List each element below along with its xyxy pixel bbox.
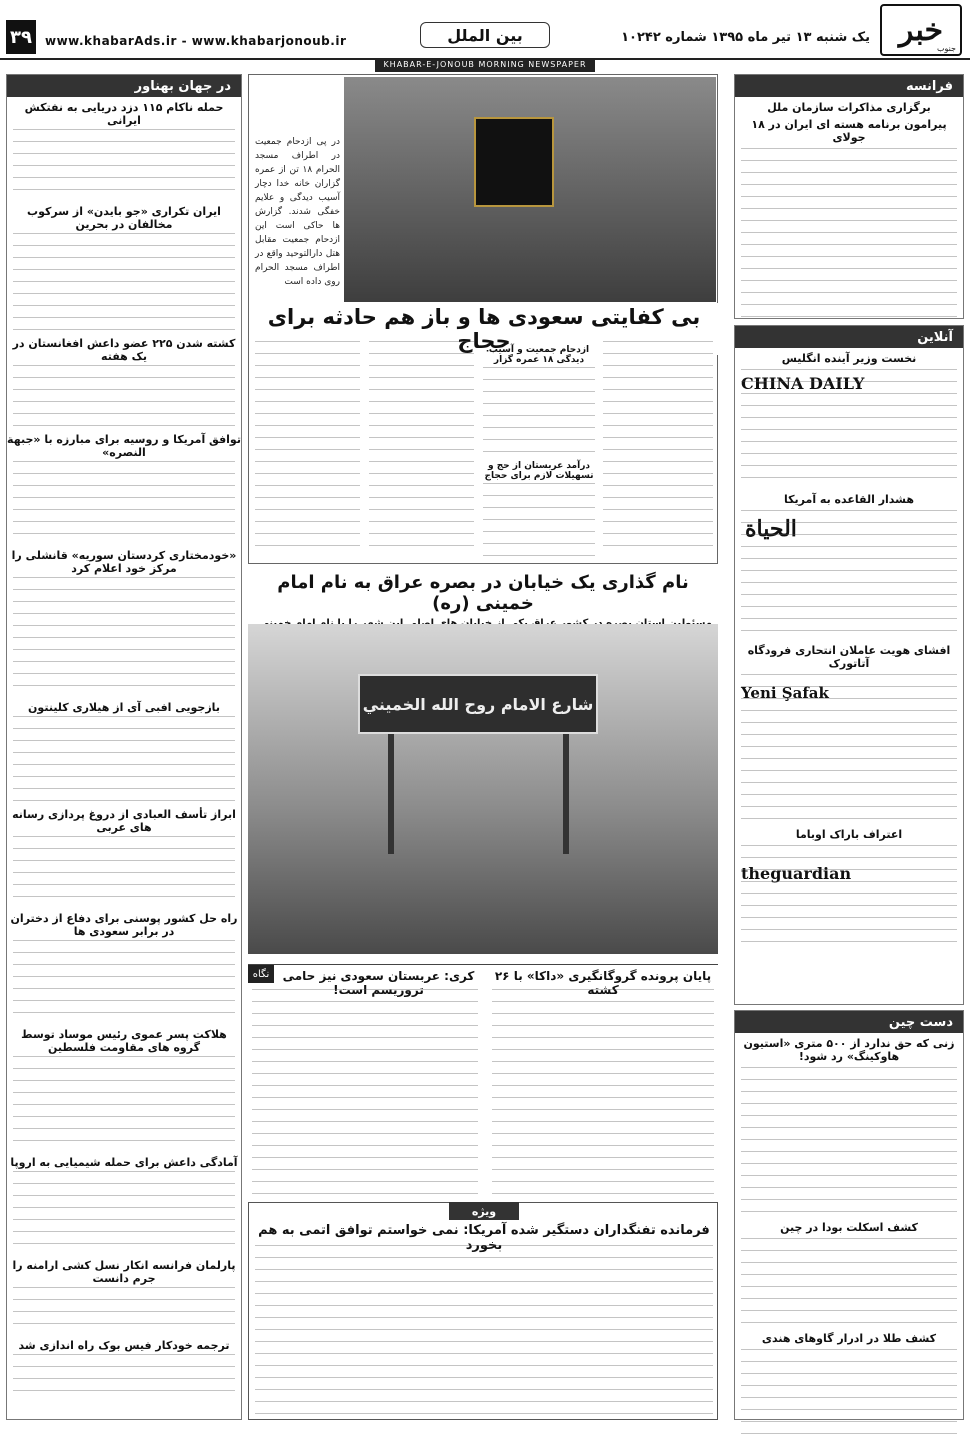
france-title-1: برگزاری مذاکرات سازمان ملل xyxy=(767,101,931,114)
france-header: فرانسه xyxy=(735,75,963,97)
world-h4: توافق آمریکا و روسیه برای مبارزه با «جبهة النصره» xyxy=(7,433,241,459)
bottom-stories xyxy=(248,964,718,1198)
page-number: ۳۹ xyxy=(6,20,36,54)
hajj-col-3 xyxy=(369,341,474,556)
east-body-2 xyxy=(741,1238,957,1328)
hayat-title: هشدار القاعده به آمریکا xyxy=(784,493,914,506)
special-tag: ویژه xyxy=(449,1202,519,1220)
world-h1: حمله ناکام ۱۱۵ دزد دریایی به نفتکش ایرانی xyxy=(24,101,224,127)
east-title-3: کشف طلا در ادرار گاوهای هندی xyxy=(761,1332,937,1345)
al-hayat-logo: الحياة xyxy=(745,516,797,542)
france-box xyxy=(734,74,964,319)
iraq-story xyxy=(248,568,718,960)
special-box xyxy=(248,1202,718,1420)
yeni-title: افشای هویت عاملان انتحاری فرودگاه آتاتورک xyxy=(747,644,951,670)
yeni-safak-logo: Yeni Şafak xyxy=(741,684,829,702)
china-title: نخست وزیر آینده انگلیس xyxy=(781,352,917,365)
world-b4 xyxy=(13,461,235,545)
iraq-headline: نام گذاری یک خیابان در بصره عراق به نام امام خمینی (ره) xyxy=(277,572,689,614)
nega-tag: نگاه xyxy=(248,965,274,983)
china-daily-logo: CHINA DAILY xyxy=(741,374,865,393)
hayat-body xyxy=(741,510,957,640)
world-b3 xyxy=(13,365,235,429)
world-b2 xyxy=(13,233,235,333)
france-body xyxy=(741,148,957,318)
world-column xyxy=(6,74,242,1420)
world-h11: پارلمان فرانسه انکار نسل کشی ارامنه را جرم دانست xyxy=(12,1259,236,1285)
hajj-sub-1: ازدحام جمعیت و آسیب دیدگی ۱۸ عمره گزار xyxy=(488,345,590,365)
logo-subtitle: جنوب xyxy=(936,44,956,53)
special-headline: فرمانده تفنگداران دستگیر شده آمریکا: نمی خواستم توافق اتمی به هم بخورد xyxy=(258,1223,710,1253)
world-h6: بازجویی افبی آی از هیلاری کلینتون xyxy=(28,701,220,714)
world-b6 xyxy=(13,716,235,804)
online-box xyxy=(734,325,964,1005)
kaaba-shape xyxy=(474,117,554,207)
world-b7 xyxy=(13,836,235,908)
world-b1 xyxy=(13,129,235,201)
photo-caption: در پی ازدحام جمعیت در اطراف مسجد الحرام ۱۸ تن از عمره گزاران خانه خدا دچار آسیب دیدگی و علایم خفگی شدند. گزارش ها حاکی است این ازدحام جمعیت مقابل هتل دارالتوحید واقع در اطراف مسجد الحرام روی داده است xyxy=(255,137,341,287)
sign-pole-right xyxy=(563,734,569,854)
world-h10: آمادگی داعش برای حمله شیمیایی به اروپا xyxy=(10,1156,238,1169)
kerry-body xyxy=(252,989,478,1194)
world-b5 xyxy=(13,577,235,697)
world-h9: هلاکت پسر عموی رئیس موساد توسط گروه های مقاومت فلسطین xyxy=(21,1028,227,1054)
dhaka-body xyxy=(492,989,714,1194)
hajj-col-2-text-b xyxy=(483,483,595,563)
world-b12 xyxy=(13,1354,235,1394)
hajj-sub-2: درآمد عربستان از حج و تسهیلات لازم برای حجاج xyxy=(484,461,594,481)
guardian-logo: theguardian xyxy=(741,864,852,883)
world-b8 xyxy=(13,940,235,1024)
masthead-logo: خبر xyxy=(880,4,962,56)
world-b10 xyxy=(13,1171,235,1255)
yeni-body xyxy=(741,674,957,824)
east-title-1: زنی که حق ندارد از ۵۰۰ متری «استیون هاوکینگ» رد شود! xyxy=(743,1037,955,1063)
world-h5: «خودمختاری کردستان سوریه» قانشلی را مرکز خود اعلام کرد xyxy=(11,549,237,575)
east-body-3 xyxy=(741,1349,957,1439)
world-b9 xyxy=(13,1056,235,1152)
hajj-col-1 xyxy=(603,341,713,556)
website-links[interactable]: www.khabarAds.ir - www.khabarjonoub.ir xyxy=(45,34,347,48)
hajj-story xyxy=(248,74,718,564)
hajj-col-4 xyxy=(255,341,360,556)
hajj-col-2 xyxy=(483,341,595,556)
east-body-1 xyxy=(741,1067,957,1217)
east-box xyxy=(734,1010,964,1420)
world-h2: ایران تکراری «جو بایدن» از سرکوب مخالفان در بحرین xyxy=(27,205,221,231)
china-body xyxy=(741,369,957,489)
world-h7: ابراز تأسف العبادی از دروغ پردازی رسانه های عربی xyxy=(12,808,236,834)
guardian-body xyxy=(741,845,957,945)
mecca-photo xyxy=(344,77,716,302)
street-photo xyxy=(248,624,718,954)
kerry-headline: کری: عربستان سعودی نیز حامی تروریسم است! xyxy=(282,969,475,997)
guardian-title: اعتراف باراک اوباما xyxy=(795,828,903,841)
east-header: دست چین xyxy=(735,1011,963,1033)
sign-pole-left xyxy=(388,734,394,854)
world-h8: راه حل کشور پوسنی برای دفاع از دختران در برابر سعودی ها xyxy=(10,912,238,938)
street-sign: شارع الامام روح الله الخميني xyxy=(358,674,598,734)
east-title-2: کشف اسکلت بودا در چین xyxy=(780,1221,918,1234)
section-title: بین الملل xyxy=(420,22,550,48)
issue-date: یک شنبه ۱۳ تیر ماه ۱۳۹۵ شماره ۱۰۲۴۲ xyxy=(621,30,870,45)
hajj-col-2-text xyxy=(483,367,595,457)
special-body xyxy=(255,1245,713,1415)
world-header: در جهان بهناور xyxy=(7,75,241,97)
dhaka-headline: پایان پرونده گروگانگیری «داکا» با ۲۶ کشته xyxy=(494,969,712,997)
hajj-headline: بی کفایتی سعودی ها و باز هم حادثه برای حجاج xyxy=(249,303,719,355)
france-title-2: پیرامون برنامه هسته ای ایران در ۱۸ جولای xyxy=(751,118,947,144)
paper-banner: KHABAR-E-JONOUB MORNING NEWSPAPER xyxy=(375,60,595,72)
world-b11 xyxy=(13,1287,235,1335)
world-h3: کشته شدن ۲۲۵ عضو داعش افغانستان در یک هفته xyxy=(12,337,236,363)
world-h12: ترجمه خودکار فیس بوک راه اندازی شد xyxy=(18,1339,230,1352)
online-header: آنلاین xyxy=(735,326,963,348)
